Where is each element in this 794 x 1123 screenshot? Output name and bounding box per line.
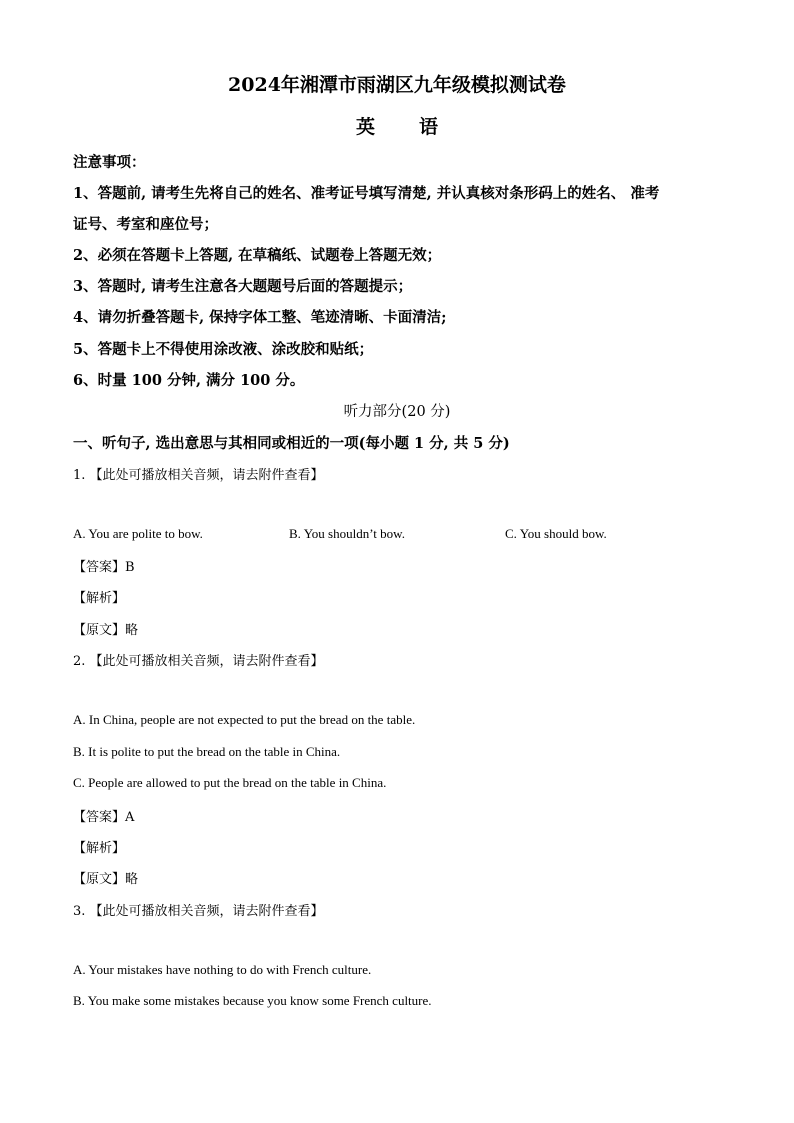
note-item-2: 2、必须在答题卡上答题, 在草稿纸、试题卷上答题无效； (73, 247, 442, 264)
note-item-3: 3、答题时, 请考生注意各大题题号后面的答题提示； (73, 278, 413, 295)
question-2-option-a: A. In China, people are not expected to put the bread on the table. (73, 712, 416, 727)
note-item-5: 5、答题卡上不得使用涂改液、涂改胶和贴纸； (73, 341, 374, 358)
question-3-option-a: A. Your mistakes have nothing to do with French culture. (73, 962, 372, 977)
question-3-stem: 3. 【此处可播放相关音频，请去附件查看】 (73, 904, 324, 919)
subject-char-1: 英 (355, 116, 375, 138)
question-2-option-c: C. People are allowed to put the bread on the table in China. (73, 775, 387, 790)
question-2-option-b: B. It is polite to put the bread on the table in China. (73, 744, 341, 759)
question-1-option-b: B. You shouldn’t bow. (289, 526, 405, 541)
note-item-1-line-1: 1、答题前, 请考生先将自己的姓名、准考证号填写清楚, 并认真核对条形码上的姓名、 准考 (73, 185, 660, 202)
question-2-answer: 【答案】A (73, 810, 135, 825)
exam-title: 2024年湘潭市雨湖区九年级模拟测试卷 (228, 74, 566, 96)
question-1-original-text: 【原文】略 (73, 623, 139, 638)
note-item-4: 4、请勿折叠答题卡, 保持字体工整、笔迹清晰、卡面清洁; (73, 309, 447, 326)
question-3-option-b: B. You make some mistakes because you know some French culture. (73, 993, 432, 1008)
note-item-6: 6、时量 100 分钟, 满分 100 分。 (73, 372, 305, 389)
note-item-1-line-2: 证号、考室和座位号； (73, 216, 218, 233)
section-one-title: 一、听句子, 选出意思与其相同或相近的一项(每小题 1 分, 共 5 分) (73, 435, 510, 452)
question-2-analysis: 【解析】 (73, 841, 126, 856)
subject-title (0, 112, 794, 139)
question-2-stem: 2. 【此处可播放相关音频，请去附件查看】 (73, 654, 324, 669)
subject-char-2: 语 (419, 116, 439, 138)
question-1-analysis: 【解析】 (73, 591, 126, 606)
question-2-original-text: 【原文】略 (73, 872, 139, 887)
notes-heading: 注意事项： (73, 154, 146, 171)
question-1-option-a: A. You are polite to bow. (73, 526, 203, 541)
question-1-option-c: C. You should bow. (505, 526, 607, 541)
question-1-stem: 1. 【此处可播放相关音频，请去附件查看】 (73, 468, 324, 483)
listening-part-title: 听力部分(20 分) (343, 404, 451, 420)
question-1-answer: 【答案】B (73, 560, 135, 575)
